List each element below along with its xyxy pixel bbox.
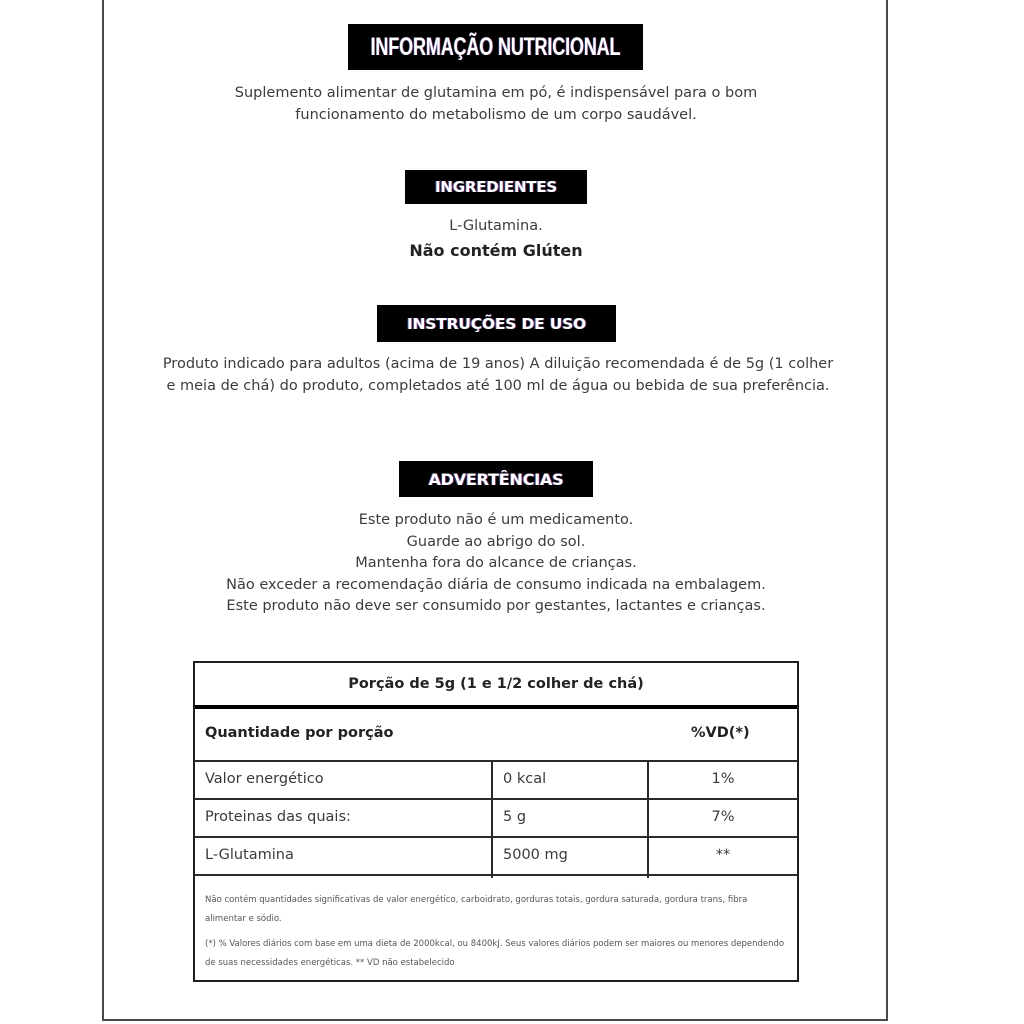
- portion-size: Porção de 5g (1 e 1/2 colher de chá): [348, 676, 644, 692]
- warning-line: Guarde ao abrigo do sol.: [406, 533, 586, 550]
- warnings-heading: ADVERTÊNCIAS: [399, 461, 593, 497]
- ingredients-section: [140, 216, 852, 264]
- instructions-heading: INSTRUÇÕES DE USO: [377, 305, 616, 342]
- page-title: INFORMAÇÃO NUTRICIONAL: [370, 32, 621, 61]
- nutrition-table: [193, 661, 799, 982]
- ingredients-text: L-Glutamina.: [449, 218, 543, 234]
- footnote-daily-values: (*) % Valores diários com base em uma dieta de 2000kcal, ou 8400kJ. Seus valores diários podem ser maiores ou menores dependendo de suas necessidades energéticas. ** VD não estabelecido: [205, 939, 785, 968]
- nutrient-vd: 1%: [711, 771, 735, 787]
- intro-text: Suplemento alimentar de glutamina em pó, é indispensável para o bom funcionamento do metabolismo de um corpo saudável.: [234, 85, 758, 123]
- column-divider: [491, 762, 493, 878]
- table-header: [195, 709, 797, 762]
- nutrient-amount: 5000 mg: [503, 847, 568, 863]
- warning-line: Não exceder a recomendação diária de consumo indicada na embalagem.: [226, 576, 766, 593]
- title-banner: [348, 24, 643, 70]
- nutrient-amount: 0 kcal: [503, 771, 547, 787]
- nutrient-amount: 5 g: [503, 809, 527, 825]
- warning-line: Este produto não é um medicamento.: [358, 512, 634, 528]
- table-row: [195, 800, 797, 838]
- table-row: [195, 838, 797, 876]
- nutrient-name: Valor energético: [205, 771, 324, 787]
- nutrient-name: L-Glutamina: [205, 847, 294, 863]
- ingredients-heading: INGREDIENTES: [405, 170, 587, 204]
- header-vd: %VD(*): [691, 725, 750, 741]
- nutrient-vd: **: [715, 847, 731, 863]
- table-row: [195, 762, 797, 800]
- warnings-list: [140, 510, 852, 618]
- gluten-notice: Não contém Glúten: [409, 240, 583, 260]
- table-footnotes: [205, 891, 785, 979]
- warning-line: Mantenha fora do alcance de crianças.: [355, 555, 637, 571]
- header-quantity: Quantidade por porção: [205, 725, 394, 741]
- instructions-text: Produto indicado para adultos (acima de 19 anos) A diluição recomendada é de 5g (1 colher e meia de chá) do produto, completados até 100 ml de água ou bebida de sua preferência.: [162, 356, 834, 394]
- warning-line: Este produto não deve ser consumido por gestantes, lactantes e crianças.: [226, 598, 766, 614]
- nutrient-name: Proteinas das quais:: [205, 809, 351, 825]
- footnote-significance: Não contém quantidades significativas de valor energético, carboidrato, gorduras totais, gordura saturada, gordura trans, fibra alimentar e sódio.: [205, 895, 748, 924]
- nutrient-vd: 7%: [711, 809, 735, 825]
- column-divider: [647, 762, 649, 878]
